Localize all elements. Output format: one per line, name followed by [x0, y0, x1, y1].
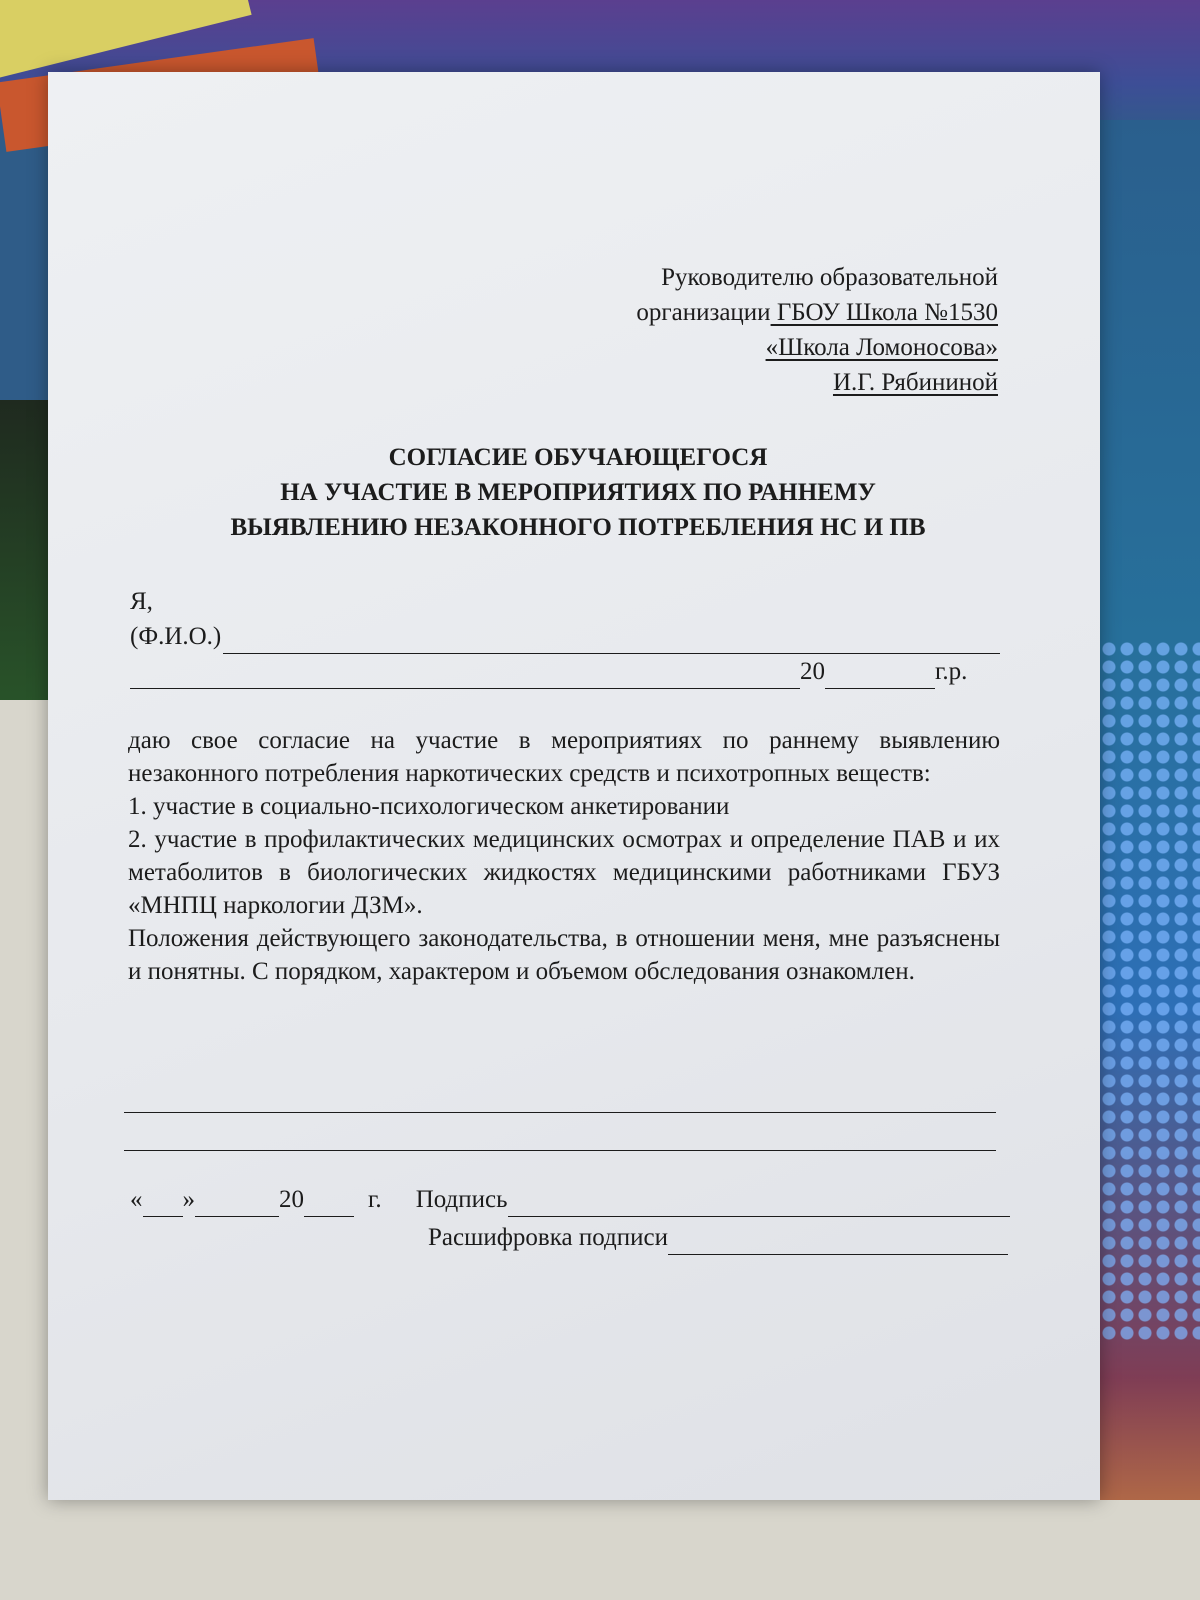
signature-decode-field[interactable]	[668, 1228, 1008, 1255]
date-year-field[interactable]	[304, 1190, 354, 1217]
background-left-page	[0, 700, 52, 1600]
signature-field[interactable]	[508, 1190, 1011, 1217]
birth-year-field[interactable]	[825, 662, 935, 689]
blank-line-1[interactable]	[124, 1112, 996, 1113]
fio-row	[130, 619, 1000, 654]
date-month-field[interactable]	[195, 1190, 279, 1217]
fio-label: (Ф.И.О.)	[130, 623, 222, 650]
date-year-suffix: г.	[368, 1186, 382, 1213]
birth-year-suffix: г.р.	[935, 658, 968, 685]
consent-body	[128, 724, 1000, 988]
consent-paragraph-2: Положения действующего законодательства, в отношении меня, мне разъяснены и понятны. С порядком, характером и объемом обследования ознакомлен.	[128, 925, 1000, 985]
title-line-2: НА УЧАСТИЕ В МЕРОПРИЯТИЯХ ПО РАННЕМУ	[280, 479, 876, 506]
consent-paragraph-1: даю свое согласие на участие в мероприятиях по раннему выявлению незаконного потребления наркотических средств и психотропных веществ:	[128, 727, 1000, 787]
signature-decode-label: Расшифровка подписи	[428, 1224, 668, 1251]
addressee-org-label: организации	[636, 299, 771, 326]
document-title	[128, 440, 1028, 545]
addressee-line-4: И.Г. Рябининой	[832, 369, 998, 396]
addressee-line-2	[636, 295, 998, 330]
consent-form-sheet	[48, 72, 1100, 1500]
date-year-prefix: 20	[279, 1186, 304, 1213]
consent-item-1: 1. участие в социально-психологическом анкетировании	[128, 793, 730, 820]
birth-year-row	[130, 654, 1000, 689]
background-bottom	[0, 1500, 1200, 1600]
fio-field-continued[interactable]	[130, 662, 800, 689]
signature-date-row	[130, 1182, 1010, 1217]
fio-field[interactable]	[223, 627, 1000, 654]
title-line-1: СОГЛАСИЕ ОБУЧАЮЩЕГОСЯ	[388, 444, 768, 471]
signature-label: Подпись	[415, 1186, 508, 1213]
addressee-line-3: «Школа Ломоносова»	[765, 334, 998, 361]
ya-label: Я,	[130, 588, 153, 615]
date-day-field[interactable]	[143, 1190, 183, 1217]
addressee-block	[636, 260, 998, 400]
background-right-pattern	[1100, 640, 1200, 1340]
title-line-3: ВЫЯВЛЕНИЮ НЕЗАКОННОГО ПОТРЕБЛЕНИЯ НС И ПВ	[230, 514, 926, 541]
addressee-line-1: Руководителю образовательной	[661, 264, 998, 291]
consent-item-2: 2. участие в профилактических медицинских осмотрах и определение ПАВ и их метаболитов в биологических жидкостях медицинскими работниками ГБУЗ «МНПЦ наркологии ДЗМ».	[128, 826, 1000, 919]
addressee-org-name: ГБОУ Школа №1530	[770, 299, 998, 326]
date-close-quote: »	[182, 1186, 195, 1213]
signature-decode-row	[428, 1220, 1008, 1255]
birth-year-prefix: 20	[800, 658, 825, 685]
date-open-quote: «	[130, 1186, 143, 1213]
blank-line-2[interactable]	[124, 1150, 996, 1151]
